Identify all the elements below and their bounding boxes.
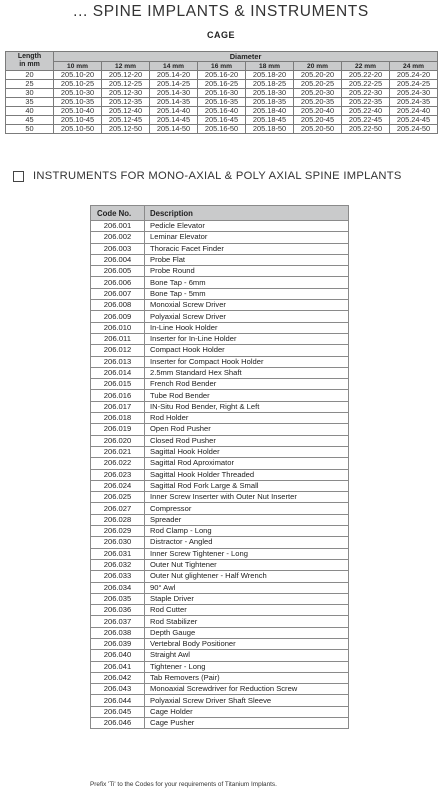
instrument-row [91,243,349,254]
instrument-row [91,526,349,537]
cage-code-cell: 205.16-40 [198,107,246,116]
instrument-description-cell: 2.5mm Standard Hex Shaft [145,367,349,378]
cage-code-cell: 205.18-35 [246,98,294,107]
checkbox-icon [13,171,24,182]
instrument-code-cell: 206.043 [91,684,145,695]
instrument-row [91,322,349,333]
instrument-code-cell: 206.003 [91,243,145,254]
instrument-row [91,650,349,661]
instrument-row [91,706,349,717]
instrument-row [91,695,349,706]
instrument-code-cell: 206.029 [91,526,145,537]
instrument-description-cell: Inner Screw Inserter with Outer Nut Inserter [145,492,349,503]
cage-code-cell: 205.18-50 [246,125,294,134]
instrument-description-cell: Inserter for Compact Hook Holder [145,356,349,367]
instrument-description-cell: Compact Hook Holder [145,345,349,356]
cage-code-cell: 205.24-45 [390,116,438,125]
cage-row [6,98,438,107]
length-cell: 50 [6,125,54,134]
instrument-code-cell: 206.017 [91,401,145,412]
instrument-code-cell: 206.012 [91,345,145,356]
instrument-row [91,684,349,695]
instrument-row [91,390,349,401]
cage-row [6,71,438,80]
instrument-description-cell: 90° Awl [145,582,349,593]
instrument-description-cell: Tab Removers (Pair) [145,672,349,683]
cage-row [6,116,438,125]
instrument-code-cell: 206.020 [91,435,145,446]
length-cell: 40 [6,107,54,116]
instrument-row [91,672,349,683]
instrument-code-cell: 206.027 [91,503,145,514]
instrument-code-cell: 206.008 [91,300,145,311]
cage-code-cell: 205.20-45 [294,116,342,125]
instrument-description-cell: Inserter for In-Line Holder [145,333,349,344]
length-cell: 35 [6,98,54,107]
cage-code-cell: 205.24-30 [390,89,438,98]
diameter-column-header: 12 mm [102,62,150,71]
cage-code-cell: 205.16-35 [198,98,246,107]
instrument-row [91,492,349,503]
instrument-code-cell: 206.024 [91,480,145,491]
instruments-heading [13,169,402,183]
cage-code-cell: 205.20-25 [294,80,342,89]
instrument-description-cell: In-Line Hook Holder [145,322,349,333]
cage-code-cell: 205.12-30 [102,89,150,98]
instrument-code-cell: 206.037 [91,616,145,627]
instrument-description-cell: French Rod Bender [145,379,349,390]
instrument-row [91,638,349,649]
cage-code-cell: 205.20-50 [294,125,342,134]
cage-code-cell: 205.20-40 [294,107,342,116]
cage-code-cell: 205.14-40 [150,107,198,116]
instrument-code-cell: 206.038 [91,627,145,638]
instrument-row [91,559,349,570]
instrument-code-cell: 206.005 [91,266,145,277]
diameter-column-header: 14 mm [150,62,198,71]
instrument-description-cell: Rod Stabilizer [145,616,349,627]
instrument-description-cell: Bone Tap - 6mm [145,277,349,288]
cage-code-cell: 205.10-35 [54,98,102,107]
instrument-code-cell: 206.001 [91,221,145,232]
instrument-row [91,367,349,378]
cage-code-cell: 205.20-30 [294,89,342,98]
length-header-line-2: in mm [19,61,40,68]
instrument-code-cell: 206.013 [91,356,145,367]
instrument-description-cell: Cage Holder [145,706,349,717]
cage-row [6,125,438,134]
instrument-row [91,232,349,243]
cage-code-cell: 205.22-45 [342,116,390,125]
instrument-description-cell: Sagittal Rod Aproximator [145,458,349,469]
instrument-description-cell: Spreader [145,514,349,525]
instrument-row [91,401,349,412]
length-cell: 25 [6,80,54,89]
instrument-code-cell: 206.031 [91,548,145,559]
instrument-code-cell: 206.004 [91,254,145,265]
instrument-row [91,548,349,559]
instrument-code-cell: 206.023 [91,469,145,480]
instrument-row [91,424,349,435]
cage-code-cell: 205.12-35 [102,98,150,107]
instrument-row [91,345,349,356]
instrument-description-cell: Outer Nut glightener - Half Wrench [145,571,349,582]
cage-code-cell: 205.10-50 [54,125,102,134]
instrument-row [91,311,349,322]
instrument-code-cell: 206.021 [91,446,145,457]
diameter-header: Diameter [54,52,438,62]
instrument-description-cell: Open Rod Pusher [145,424,349,435]
instrument-row [91,627,349,638]
cage-code-cell: 205.22-30 [342,89,390,98]
cage-code-cell: 205.16-50 [198,125,246,134]
cage-code-cell: 205.18-25 [246,80,294,89]
instrument-description-cell: Distractor - Angled [145,537,349,548]
instrument-description-cell: Sagittal Hook Holder [145,446,349,457]
cage-code-cell: 205.18-45 [246,116,294,125]
instrument-code-cell: 206.022 [91,458,145,469]
instrument-row [91,480,349,491]
cage-code-cell: 205.12-45 [102,116,150,125]
diameter-column-header: 16 mm [198,62,246,71]
cage-code-cell: 205.18-40 [246,107,294,116]
cage-code-cell: 205.16-45 [198,116,246,125]
diameter-column-header: 18 mm [246,62,294,71]
cage-code-cell: 205.12-25 [102,80,150,89]
length-header-line-1: Length [17,52,42,60]
instrument-row [91,254,349,265]
instrument-description-cell: Thoracic Facet Finder [145,243,349,254]
instrument-description-cell: Monoaxial Screwdriver for Reduction Screw [145,684,349,695]
cage-code-cell: 205.24-25 [390,80,438,89]
instrument-code-cell: 206.035 [91,593,145,604]
instrument-code-cell: 206.007 [91,288,145,299]
cage-code-cell: 205.14-20 [150,71,198,80]
footnote: Prefix 'Ti' to the Codes for your requirements of Titanium Implants. [90,781,277,788]
instrument-row [91,300,349,311]
instrument-description-cell: Rod Holder [145,413,349,424]
instrument-row [91,593,349,604]
cage-code-cell: 205.16-30 [198,89,246,98]
instrument-code-cell: 206.045 [91,706,145,717]
instrument-description-cell: Straight Awl [145,650,349,661]
instrument-description-cell: Cage Pusher [145,718,349,729]
cage-code-cell: 205.20-20 [294,71,342,80]
instrument-row [91,379,349,390]
diameter-column-header: 22 mm [342,62,390,71]
instrument-description-cell: Sagittal Rod Fork Large & Small [145,480,349,491]
page-title: ... SPINE IMPLANTS & INSTRUMENTS [73,3,369,20]
instrument-code-cell: 206.014 [91,367,145,378]
instrument-row [91,661,349,672]
cage-code-cell: 205.20-35 [294,98,342,107]
instrument-description-cell: Compressor [145,503,349,514]
instrument-description-cell: Rod Cutter [145,605,349,616]
instrument-code-cell: 206.046 [91,718,145,729]
instrument-code-cell: 206.006 [91,277,145,288]
instrument-code-cell: 206.030 [91,537,145,548]
instrument-code-cell: 206.019 [91,424,145,435]
instrument-description-cell: Staple Driver [145,593,349,604]
instrument-row [91,605,349,616]
instrument-row [91,277,349,288]
cage-code-cell: 205.10-45 [54,116,102,125]
cage-code-cell: 205.14-45 [150,116,198,125]
instrument-description-cell: Outer Nut Tightener [145,559,349,570]
cage-code-cell: 205.10-20 [54,71,102,80]
cage-code-cell: 205.22-50 [342,125,390,134]
instrument-description-cell: Vertebral Body Positioner [145,638,349,649]
cage-code-cell: 205.22-35 [342,98,390,107]
cage-code-cell: 205.24-35 [390,98,438,107]
instrument-row [91,266,349,277]
length-header [6,52,54,71]
instrument-code-cell: 206.018 [91,413,145,424]
diameter-column-header: 24 mm [390,62,438,71]
cage-code-cell: 205.22-25 [342,80,390,89]
diameter-column-header: 10 mm [54,62,102,71]
instrument-code-cell: 206.009 [91,311,145,322]
instrument-code-cell: 206.011 [91,333,145,344]
instrument-description-cell: Bone Tap - 5mm [145,288,349,299]
instrument-row [91,356,349,367]
cage-code-cell: 205.18-20 [246,71,294,80]
cage-code-cell: 205.24-50 [390,125,438,134]
instrument-description-cell: Probe Round [145,266,349,277]
instrument-description-cell: Tube Rod Bender [145,390,349,401]
cage-row [6,107,438,116]
cage-code-cell: 205.14-30 [150,89,198,98]
instrument-description-cell: Pedicle Elevator [145,221,349,232]
instrument-code-cell: 206.025 [91,492,145,503]
instrument-row [91,435,349,446]
cage-code-cell: 205.12-40 [102,107,150,116]
instrument-row [91,221,349,232]
instrument-code-cell: 206.034 [91,582,145,593]
length-cell: 45 [6,116,54,125]
instrument-row [91,718,349,729]
instrument-row [91,333,349,344]
instrument-row [91,514,349,525]
instrument-description-cell: Sagittal Hook Holder Threaded [145,469,349,480]
instrument-code-cell: 206.032 [91,559,145,570]
instrument-description-cell: Leminar Elevator [145,232,349,243]
instrument-code-cell: 206.002 [91,232,145,243]
instrument-description-cell: Polyaxial Screw Driver Shaft Sleeve [145,695,349,706]
instrument-row [91,537,349,548]
description-header: Description [145,206,349,221]
cage-code-cell: 205.18-30 [246,89,294,98]
cage-row [6,80,438,89]
instrument-row [91,571,349,582]
cage-code-cell: 205.14-35 [150,98,198,107]
instrument-description-cell: Inner Screw Tightener - Long [145,548,349,559]
instrument-row [91,446,349,457]
length-cell: 30 [6,89,54,98]
cage-code-cell: 205.16-25 [198,80,246,89]
instrument-description-cell: Probe Flat [145,254,349,265]
instrument-description-cell: Rod Clamp - Long [145,526,349,537]
instrument-row [91,458,349,469]
instrument-code-cell: 206.033 [91,571,145,582]
cage-row [6,89,438,98]
instrument-row [91,469,349,480]
instrument-description-cell: Tightener - Long [145,661,349,672]
cage-title: CAGE [206,30,235,40]
instrument-code-cell: 206.028 [91,514,145,525]
instrument-description-cell: Monoxial Screw Driver [145,300,349,311]
cage-code-cell: 205.22-20 [342,71,390,80]
cage-code-cell: 205.16-20 [198,71,246,80]
instrument-description-cell: Closed Rod Pusher [145,435,349,446]
diameter-column-header: 20 mm [294,62,342,71]
cage-code-cell: 205.10-25 [54,80,102,89]
cage-table [5,51,438,134]
instrument-row [91,503,349,514]
cage-code-cell: 205.22-40 [342,107,390,116]
cage-code-cell: 205.24-20 [390,71,438,80]
instrument-code-cell: 206.039 [91,638,145,649]
instrument-description-cell: IN-Situ Rod Bender, Right & Left [145,401,349,412]
instrument-code-cell: 206.040 [91,650,145,661]
length-cell: 20 [6,71,54,80]
cage-code-cell: 205.24-40 [390,107,438,116]
instrument-row [91,582,349,593]
instrument-description-cell: Polyaxial Screw Driver [145,311,349,322]
instrument-code-cell: 206.015 [91,379,145,390]
instrument-code-cell: 206.010 [91,322,145,333]
cage-code-cell: 205.14-25 [150,80,198,89]
cage-code-cell: 205.10-40 [54,107,102,116]
instruments-table [90,205,349,729]
code-no-header: Code No. [91,206,145,221]
instrument-code-cell: 206.044 [91,695,145,706]
instrument-row [91,413,349,424]
instrument-description-cell: Depth Gauge [145,627,349,638]
cage-code-cell: 205.10-30 [54,89,102,98]
instruments-heading-text: INSTRUMENTS FOR MONO-AXIAL & POLY AXIAL SPINE IMPLANTS [33,170,402,182]
instrument-code-cell: 206.036 [91,605,145,616]
cage-code-cell: 205.14-50 [150,125,198,134]
instrument-code-cell: 206.016 [91,390,145,401]
instrument-code-cell: 206.041 [91,661,145,672]
instrument-row [91,288,349,299]
cage-code-cell: 205.12-50 [102,125,150,134]
instrument-row [91,616,349,627]
instrument-code-cell: 206.042 [91,672,145,683]
cage-code-cell: 205.12-20 [102,71,150,80]
